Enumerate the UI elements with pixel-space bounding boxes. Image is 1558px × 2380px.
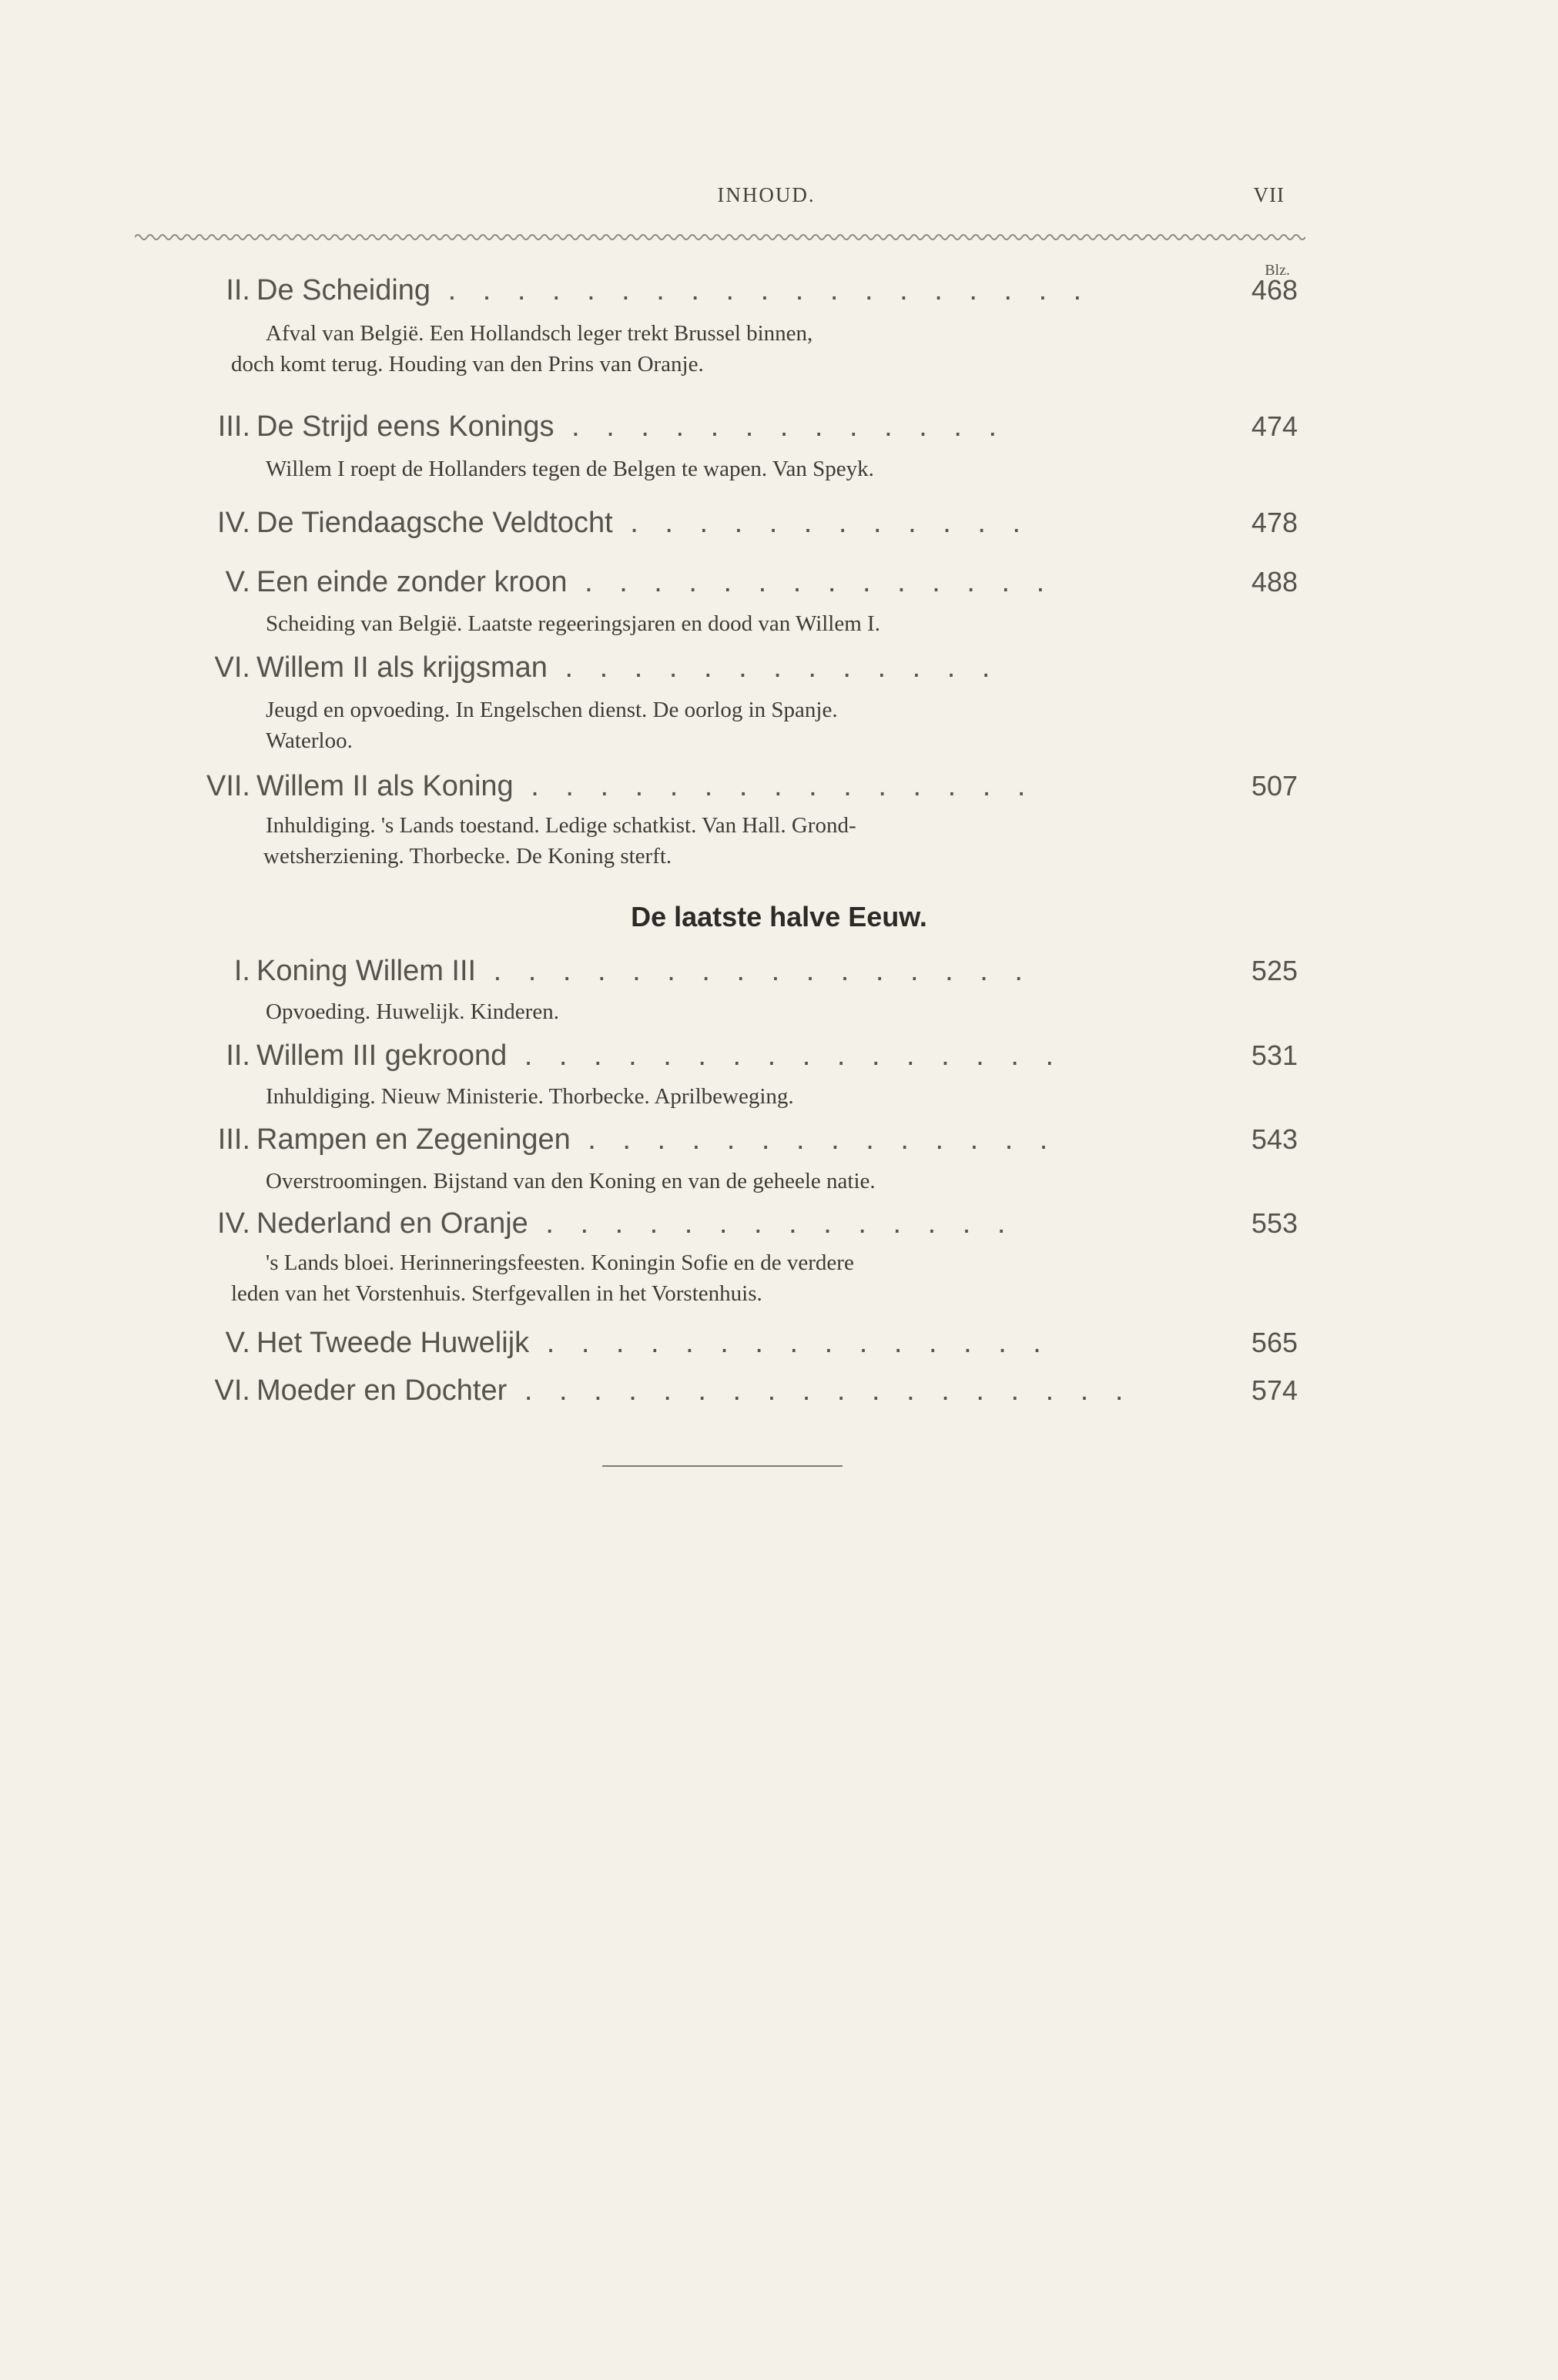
summary-line: 's Lands bloei. Herinneringsfeesten. Koningin Sofie en de verdere: [266, 1250, 854, 1275]
entry-summary: [266, 1166, 1290, 1197]
summary-line: wetsherziening. Thorbecke. De Koning sterft.: [263, 844, 672, 869]
entry-numeral: VI.: [214, 1374, 250, 1407]
entry-title: De Strijd eens Konings: [256, 410, 555, 443]
entry-title: Het Tweede Huwelijk: [256, 1327, 530, 1359]
toc-entry-s1-5[interactable]: V. Een einde zonder kroon . . . . . . . . . . . . . . 488: [166, 566, 1298, 606]
summary-line: Overstroomingen. Bijstand van den Koning en van de geheele natie.: [266, 1169, 876, 1193]
page-column-label: Blz.: [1265, 262, 1290, 279]
summary-line: Willem I roept de Hollanders tegen de Belgen te wapen. Van Speyk.: [266, 457, 874, 481]
closing-rule: [602, 1465, 843, 1467]
toc-entry-s2-4[interactable]: IV. Nederland en Oranje . . . . . . . . . . . . . . 553: [166, 1207, 1298, 1247]
entry-numeral: III.: [217, 410, 250, 443]
toc-entry-s2-5[interactable]: V. Het Tweede Huwelijk . . . . . . . . . . . . . . . 565: [166, 1327, 1298, 1367]
toc-entry-s1-7[interactable]: VII. Willem II als Koning . . . . . . . . . . . . . . . 507: [166, 770, 1298, 810]
entry-title: Willem II als Koning: [256, 770, 514, 802]
entry-page: 478: [1251, 507, 1298, 538]
entry-page: 553: [1251, 1207, 1298, 1239]
entry-page: 531: [1251, 1039, 1298, 1071]
entry-title: Willem III gekroond: [256, 1039, 508, 1072]
toc-entry-s1-2[interactable]: II. De Scheiding . . . . . . . . . . . . . . . . . . . 468: [166, 274, 1298, 314]
entry-title: Nederland en Oranje: [256, 1207, 528, 1240]
summary-line: Afval van België. Een Hollandsch leger trekt Brussel binnen,: [266, 321, 813, 346]
entry-summary: [231, 1247, 1290, 1309]
summary-line: Inhuldiging. Nieuw Ministerie. Thorbecke. Aprilbeweging.: [266, 1084, 794, 1109]
entry-page: 574: [1251, 1374, 1298, 1406]
toc-entry-s2-1[interactable]: I. Koning Willem III . . . . . . . . . . . . . . . . 525: [166, 955, 1298, 995]
entry-page: 525: [1251, 955, 1298, 986]
toc-entry-s2-6[interactable]: VI. Moeder en Dochter . . . . . . . . . . . . . . . . . . 574: [166, 1374, 1298, 1414]
entry-page: 565: [1251, 1327, 1298, 1358]
entry-numeral: IV.: [217, 507, 250, 539]
entry-numeral: II.: [226, 274, 250, 306]
toc-entry-s1-3[interactable]: III. De Strijd eens Konings . . . . . . . . . . . . . 474: [166, 410, 1298, 450]
summary-line: doch komt terug. Houding van den Prins van Oranje.: [231, 352, 704, 377]
entry-page: 468: [1251, 274, 1298, 306]
summary-line: leden van het Vorstenhuis. Sterfgevallen in het Vorstenhuis.: [231, 1281, 762, 1306]
summary-line: Scheiding van België. Laatste regeeringsjaren en dood van Willem I.: [266, 611, 880, 636]
entry-summary: [263, 810, 1290, 872]
entry-title: Rampen en Zegeningen: [256, 1123, 571, 1156]
header-page-number: VII: [1253, 183, 1285, 206]
entry-title: Een einde zonder kroon: [256, 566, 568, 598]
entry-summary: [266, 1081, 1290, 1112]
entry-page: 488: [1251, 566, 1298, 598]
toc-entry-s2-3[interactable]: III. Rampen en Zegeningen . . . . . . . . . . . . . . 543: [166, 1123, 1298, 1163]
entry-numeral: V.: [225, 1327, 250, 1359]
entry-numeral: III.: [217, 1123, 250, 1156]
entry-numeral: I.: [233, 955, 250, 987]
entry-numeral: II.: [226, 1039, 250, 1072]
wavy-rule-divider: [135, 231, 1305, 243]
entry-summary: [266, 996, 1290, 1027]
entry-summary: [266, 608, 1290, 639]
entry-title: Koning Willem III: [256, 955, 477, 987]
toc-entry-s2-2[interactable]: II. Willem III gekroond . . . . . . . . . . . . . . . . 531: [166, 1039, 1298, 1080]
toc-entry-s1-6[interactable]: VI. Willem II als krijgsman . . . . . . . . . . . . .: [166, 651, 1298, 691]
running-header: [231, 183, 1302, 214]
summary-line: Jeugd en opvoeding. In Engelschen dienst. De oorlog in Spanje.: [266, 698, 838, 722]
entry-title: Willem II als krijgsman: [256, 651, 548, 684]
entry-title: De Tiendaagsche Veldtocht: [256, 507, 613, 539]
entry-numeral: IV.: [217, 1207, 250, 1240]
toc-entry-s1-4[interactable]: IV. De Tiendaagsche Veldtocht . . . . . . . . . . . . 478: [166, 507, 1298, 547]
header-title: INHOUD.: [717, 183, 816, 206]
entry-summary: [266, 454, 1290, 484]
summary-line: Opvoeding. Huwelijk. Kinderen.: [266, 999, 559, 1024]
entry-page: 543: [1251, 1123, 1298, 1155]
entry-title: De Scheiding: [256, 274, 431, 306]
entry-numeral: VII.: [206, 770, 250, 802]
entry-numeral: VI.: [214, 651, 250, 684]
entry-title: Moeder en Dochter: [256, 1374, 508, 1407]
entry-summary: [231, 318, 1290, 380]
entry-summary: [266, 695, 1290, 756]
entry-page: 507: [1251, 770, 1298, 802]
entry-page: 474: [1251, 410, 1298, 442]
summary-line: Waterloo.: [266, 728, 353, 753]
entry-numeral: V.: [225, 566, 250, 598]
summary-line: Inhuldiging. 's Lands toestand. Ledige schatkist. Van Hall. Grond-: [266, 813, 856, 838]
section-heading: De laatste halve Eeuw.: [631, 901, 927, 932]
